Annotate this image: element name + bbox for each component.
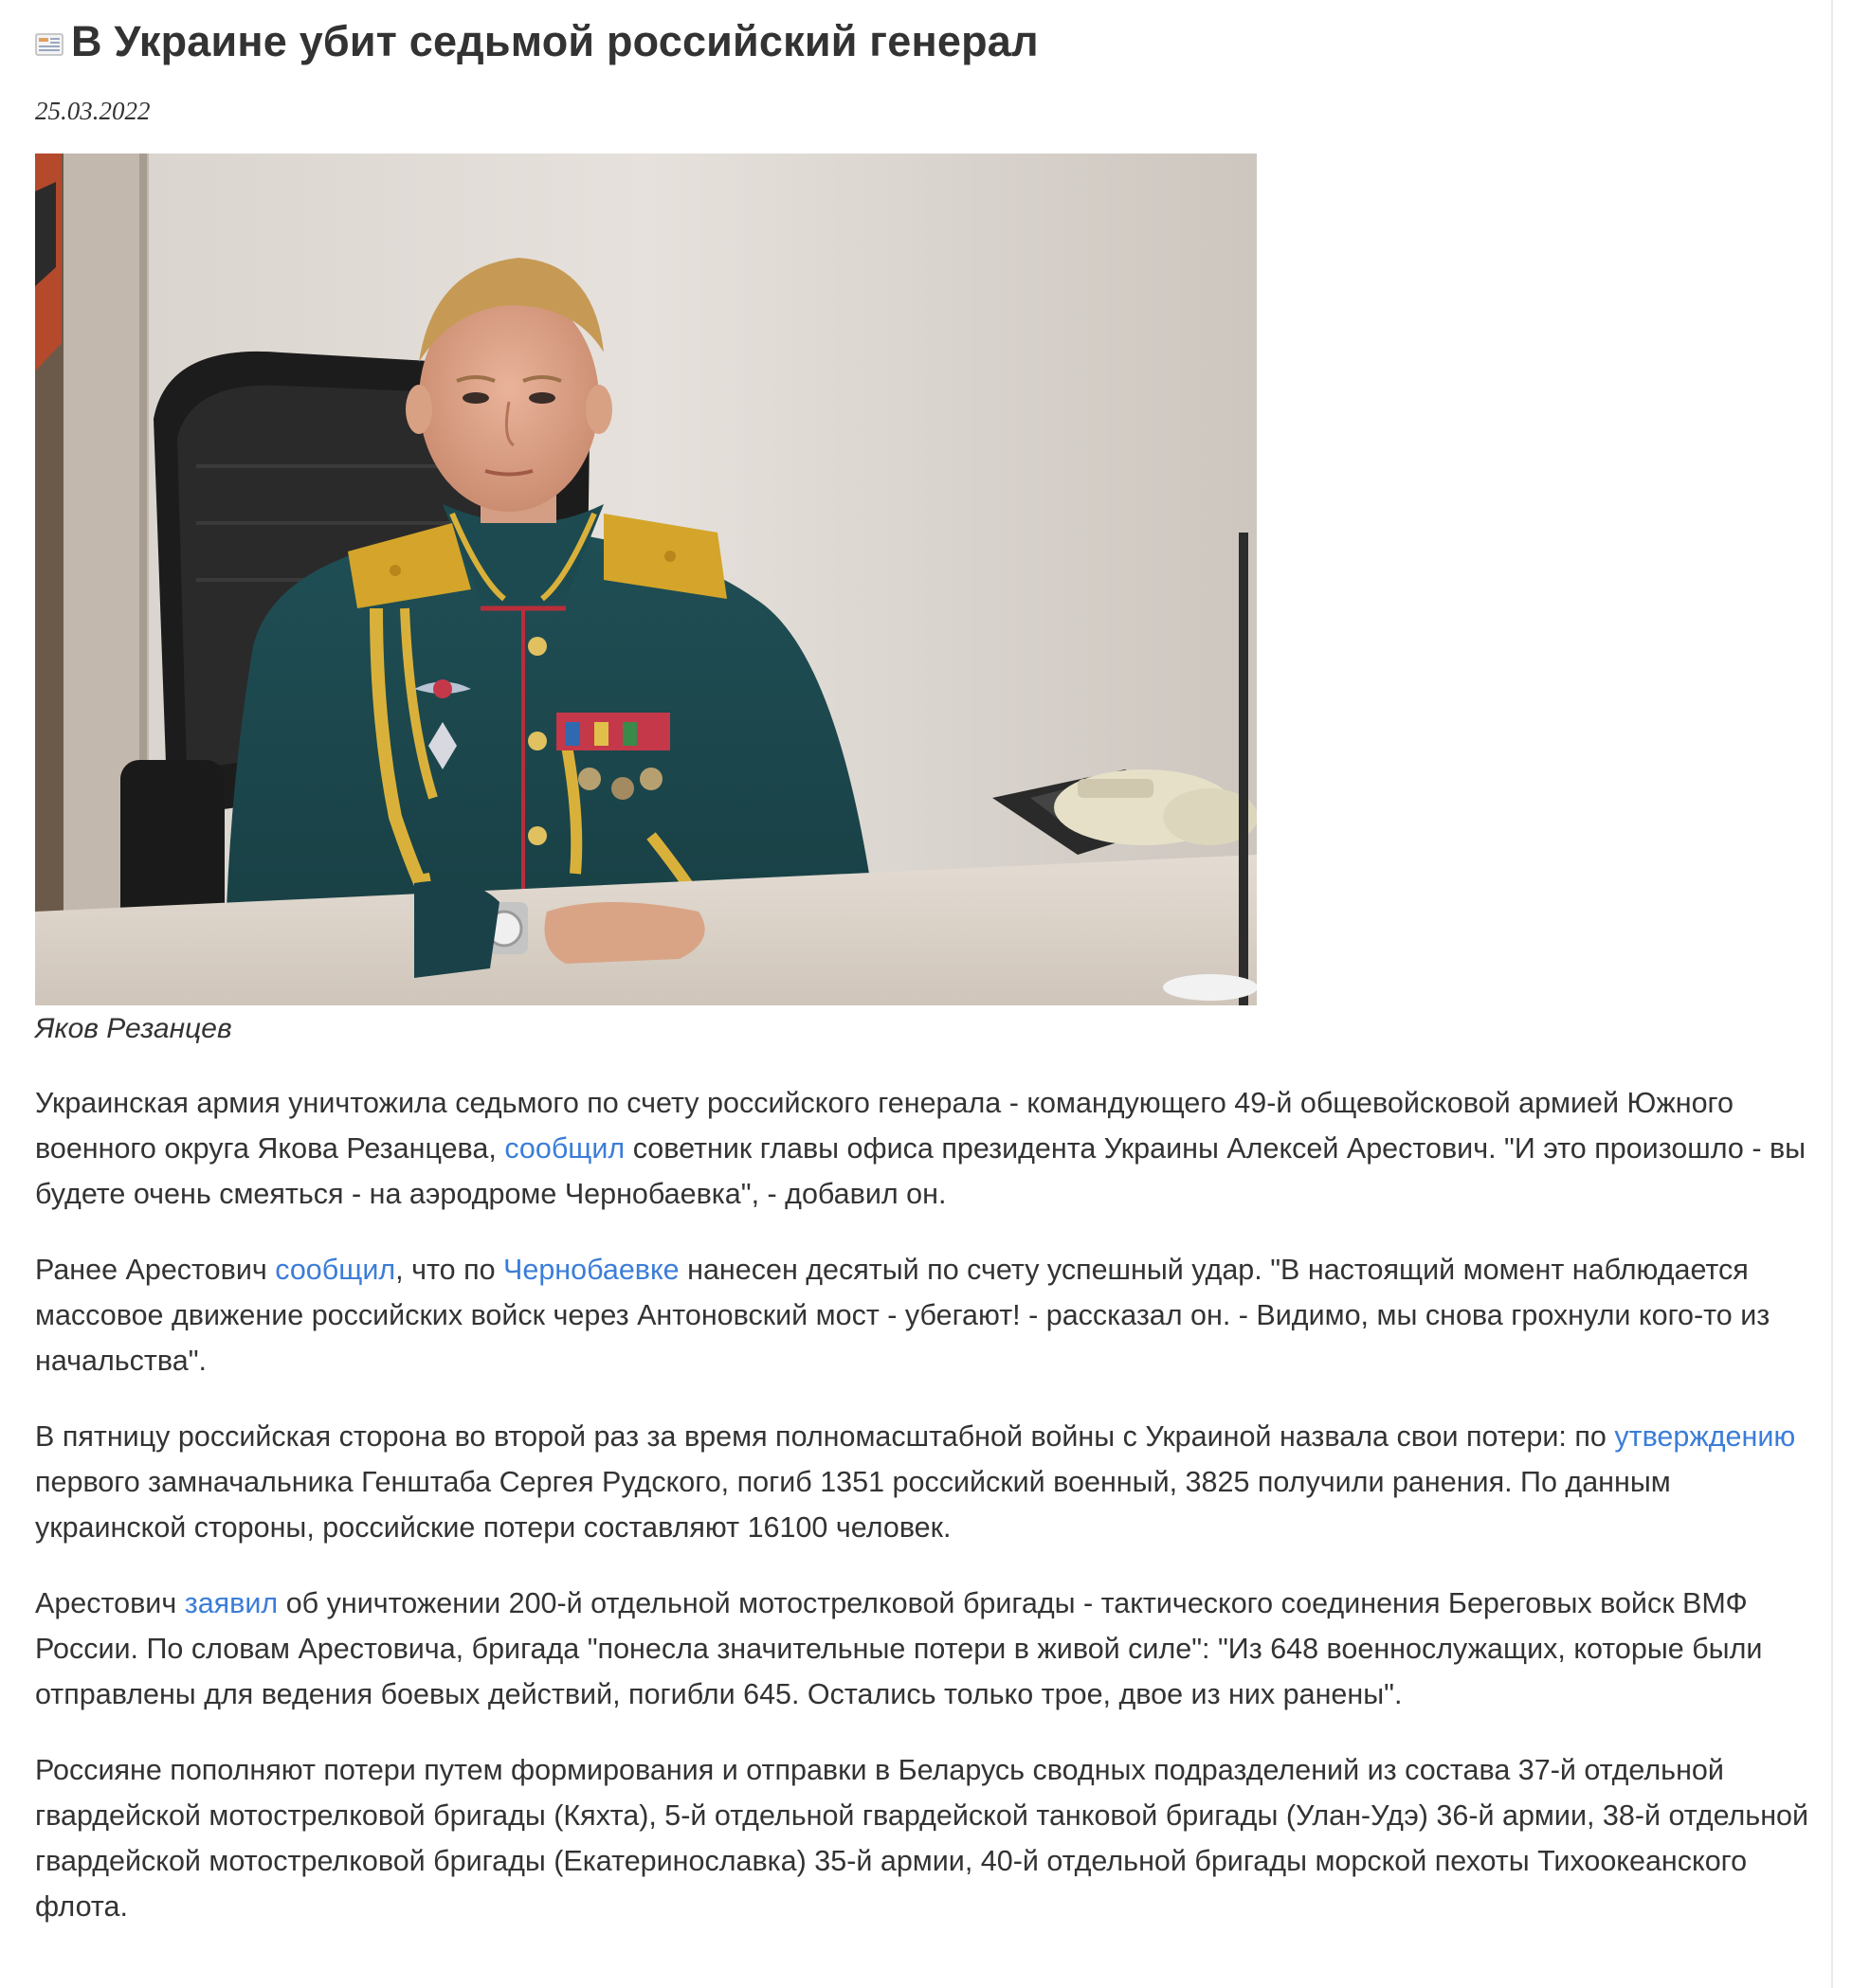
article-date: 25.03.2022 bbox=[35, 97, 151, 125]
article-header bbox=[35, 13, 1817, 70]
paragraph-text: нанесен десятый по счету успешный удар. "В настоящий момент наблюдается массовое движение российских войск через Антоновский мост - убегают! - рассказал он. - Видимо, мы снова грохнули кого-то из начальства". bbox=[35, 1254, 1770, 1377]
image-caption: Яков Резанцев bbox=[35, 1013, 232, 1044]
page-right-border bbox=[1831, 0, 1833, 1988]
article-title: В Украине убит седьмой российский генерал bbox=[71, 17, 1039, 65]
chernobaevka-link[interactable]: Чернобаевке bbox=[503, 1254, 680, 1286]
paragraph-text: Арестович bbox=[35, 1587, 185, 1619]
claim-link[interactable]: утверждению bbox=[1614, 1420, 1796, 1453]
paragraph-5 bbox=[35, 1747, 1817, 1929]
paragraph-text: Россияне пополняют потери путем формирования и отправки в Беларусь сводных подразделений из состава 37-й отдельной гвардейской мотострелковой бригады (Кяхта), 5-й отдельной гвардейской танковой бригады (Улан-Удэ) 36-й армии, 38-й отдельной гвардейской мотострелковой бригады (Екатеринославка) 35-й армии, 40-й отдельной бригады морской пехоты Тихоокеанского флота. bbox=[35, 1754, 1809, 1923]
source-link[interactable]: сообщил bbox=[275, 1254, 396, 1286]
paragraph-text: советник главы офиса президента Украины Алексей Арестович. "И это произошло - вы будете очень смеяться - на аэродроме Чернобаевка", - добавил он. bbox=[35, 1132, 1807, 1210]
paragraph-4 bbox=[35, 1581, 1817, 1717]
paragraph-text: Украинская армия уничтожила седьмого по счету российского генерала - командующего 49-й общевойсковой армией Южного военного округа Якова Резанцева, bbox=[35, 1087, 1734, 1165]
paragraph-text: первого замначальника Генштаба Сергея Рудского, погиб 1351 российский военный, 3825 получили ранения. По данным украинской стороны, российские потери составляют 16100 человек. bbox=[35, 1466, 1671, 1544]
paragraph-text: Ранее Арестович bbox=[35, 1254, 276, 1286]
paragraph-3 bbox=[35, 1414, 1817, 1550]
statement-link[interactable]: заявил bbox=[184, 1587, 279, 1619]
source-link[interactable]: сообщил bbox=[504, 1132, 626, 1165]
paragraph-text: В пятницу российская сторона во второй раз за время полномасштабной войны с Украиной назвала свои потери: по bbox=[35, 1420, 1615, 1453]
paragraph-text: , что по bbox=[395, 1254, 504, 1286]
article-photo bbox=[35, 154, 1257, 1005]
article-body bbox=[35, 1080, 1817, 1960]
news-icon bbox=[35, 32, 64, 57]
paragraph-text: об уничтожении 200-й отдельной мотострелковой бригады - тактического соединения Береговых войск ВМФ России. По словам Арестовича, бригада "понесла значительные потери в живой силе": "Из 648 военнослужащих, которые были отправлены для ведения боевых действий, погибли 645. Остались только трое, двое из них ранены". bbox=[35, 1587, 1763, 1710]
article bbox=[35, 0, 1817, 1923]
paragraph-1 bbox=[35, 1080, 1817, 1217]
paragraph-2 bbox=[35, 1247, 1817, 1383]
